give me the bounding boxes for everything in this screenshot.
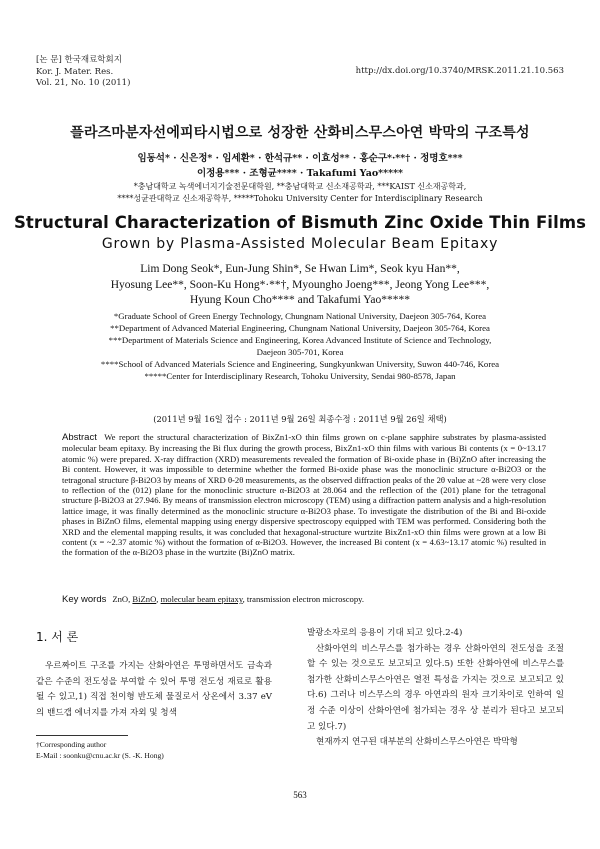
korean-authors-line2: 이정용*** · 조형균**** · Takafumi Yao*****: [196, 168, 404, 179]
paragraph: 현재까지 연구된 대부분의 산화비스무스아연은 박막형: [316, 737, 518, 748]
paragraph: 우르짜이트 구조를 가지는 산화아연은 투명하면서도 금속과 같은 수준의 전도성을 부여할 수 있어 투명 전도성 재료로 활용될 수 있고,1) 직접 천이형 반도체 물질로서 상온에서 3.37 eV의 밴드갭 에너지를 가져 자외 및 청색: [36, 661, 272, 718]
journal-header: [36, 55, 130, 90]
keyword-zno: ZnO,: [112, 594, 133, 604]
english-authors-line2: Hyosung Lee**, Soon-Ku Hong*·**†, Myoungho Joeng***, Jeong Yong Lee***,: [110, 278, 490, 291]
affiliation-4: ****School of Advanced Materials Science and Engineering, Sungkyunkwan University, Suwon 440-746, Korea: [100, 359, 500, 369]
korean-authors-line1: 임동석* · 신은정* · 임세환* · 한석규** · 이효성** · 홍순구*·**† · 정명호***: [137, 153, 463, 164]
english-affiliations: [36, 310, 564, 382]
abstract-text: We report the structural characterization of BixZn1-xO thin films grown on c-plane sapphire substrates by plasma-assisted molecular beam epitaxy. By increasing the Bi flux during the growth process, BixZn1-xO thin films with various Bi contents (x = 0~13.17 atomic %) were prepared. X-ray diffraction (XRD) measurements revealed the formation of Bi-oxide phase in (Bi)ZnO after increasing the Bi content. However, it was impossible to determine whether the formed Bi-oxide phase was the monoclinic structure α-Bi2O3 or the tetragonal structure β-Bi2O3 by means of XRD θ-2θ measurements, as the observed diffraction peaks of the 2θ value at ~28 were very close to reflection of the (012) plane for the monoclinic structure α-Bi2O3 at 28.064 and the reflection of the (201) plane for the tetragonal structure β-Bi2O3 at 27.946. By means of transmission electron microscopy (TEM) using a diffraction pattern analysis and a high-resolution lattice image, it was finally determined as the monoclinic structure α-Bi2O3 phase. To investigate the distribution of the Bi and Bi-oxide phases in BiZnO films, elemental mapping using energy dispersive spectroscopy equipped with TEM was performed. Considering both the XRD and the elemental mapping results, it was concluded that hexagonal-structure wurtzite BixZn1-xO thin films were grown at a low Bi content (x = ~2.37 atomic %) without the formation of α-Bi2O3. However, the increased Bi content (x = 4.63~13.17 atomic %) resulted in the formation of the α-Bi2O3 phase in the wurtzite (Bi)ZnO matrix.: [62, 432, 546, 558]
english-authors: [0, 262, 600, 309]
affiliation-2: **Department of Advanced Material Engineering, Chungnam National University, Daejeon 305-764, Korea: [110, 323, 490, 333]
korean-title: 플라즈마분자선에피타시법으로 성장한 산화비스무스아연 박막의 구조특성: [70, 125, 530, 141]
english-authors-line3: Hyung Koun Cho**** and Takafumi Yao*****: [189, 294, 411, 306]
paragraph: 산화아연의 비스무스를 첨가하는 경우 산화아연의 전도성을 조절할 수 있는 것으로도 보고되고 있다.5) 또한 산화아연에 비스무스를 첨가한 산화비스무스아연은 열전 특성을 가지는 것으로 보고되고 있다.6) 그러나 비스무스의 경우 아연과의 원자 크기차이로 인하여 일정 수준 이상이 산화아연에 첨가되는 경우 상 분리가 된다고 보고되고 있다.7): [307, 643, 564, 732]
affiliation-3: ***Department of Materials Science and Engineering, Korea Advanced Institute of Science and Technology,: [108, 335, 492, 345]
affiliation-5: *****Center for Interdisciplinary Research, Tohoku University, Sendai 980-8578, Japan: [144, 371, 456, 381]
abstract: [62, 432, 546, 558]
keywords: [62, 594, 546, 605]
english-title-line1: Structural Characterization of Bismuth Zinc Oxide Thin Films: [13, 213, 587, 232]
english-authors-line1: Lim Dong Seok*, Eun-Jung Shin*, Se Hwan Lim*, Seok kyu Han**,: [140, 263, 460, 275]
keyword-separator: ,: [156, 594, 161, 604]
journal-volume: Vol. 21, No. 10 (2011): [36, 78, 131, 88]
korean-affiliations-line2: ****성균관대학교 신소재공학부, *****Tohoku University Center for Interdisciplinary Research: [117, 194, 483, 203]
journal-name-korean: [논 문] 한국재료학회지: [36, 55, 122, 65]
body-column-right: [307, 626, 564, 751]
footnote-corresponding: †Corresponding author: [36, 740, 107, 749]
received-dates: (2011년 9월 16일 접수 : 2011년 9월 26일 최종수정 : 2011년 9월 26일 채택): [153, 414, 447, 424]
doi-link[interactable]: http://dx.doi.org/10.3740/MRSK.2011.21.10.563: [355, 66, 564, 76]
keyword-mbe: molecular beam epitaxy: [160, 594, 243, 604]
affiliation-3-cont: Daejeon 305-701, Korea: [256, 347, 344, 357]
keywords-label: Key words: [62, 594, 107, 605]
body-column-left: [36, 659, 272, 721]
keyword-bizno: BiZnO: [132, 594, 157, 604]
keyword-tem: , transmission electron microscopy.: [242, 594, 365, 604]
section-heading: 1. 서 론: [36, 630, 79, 644]
footnote-email[interactable]: E-Mail : soonku@cnu.ac.kr (S. -K. Hong): [36, 751, 164, 760]
footnote: [36, 739, 164, 761]
korean-affiliations-line1: *충남대학교 녹색에너지기술전문대학원, **충남대학교 신소재공학과, ***KAIST 신소재공학과,: [133, 182, 467, 191]
page-number: 563: [293, 790, 307, 800]
english-title-line2: Grown by Plasma-Assisted Molecular Beam Epitaxy: [101, 236, 499, 252]
footnote-rule: [36, 735, 128, 736]
affiliation-1: *Graduate School of Green Energy Technology, Chungnam National University, Daejeon 305-764, Korea: [113, 311, 487, 321]
paragraph: 발광소자로의 응용이 기대 되고 있다.2-4): [307, 628, 463, 638]
abstract-label: Abstract: [62, 432, 97, 443]
journal-name-english: Kor. J. Mater. Res.: [36, 66, 114, 77]
